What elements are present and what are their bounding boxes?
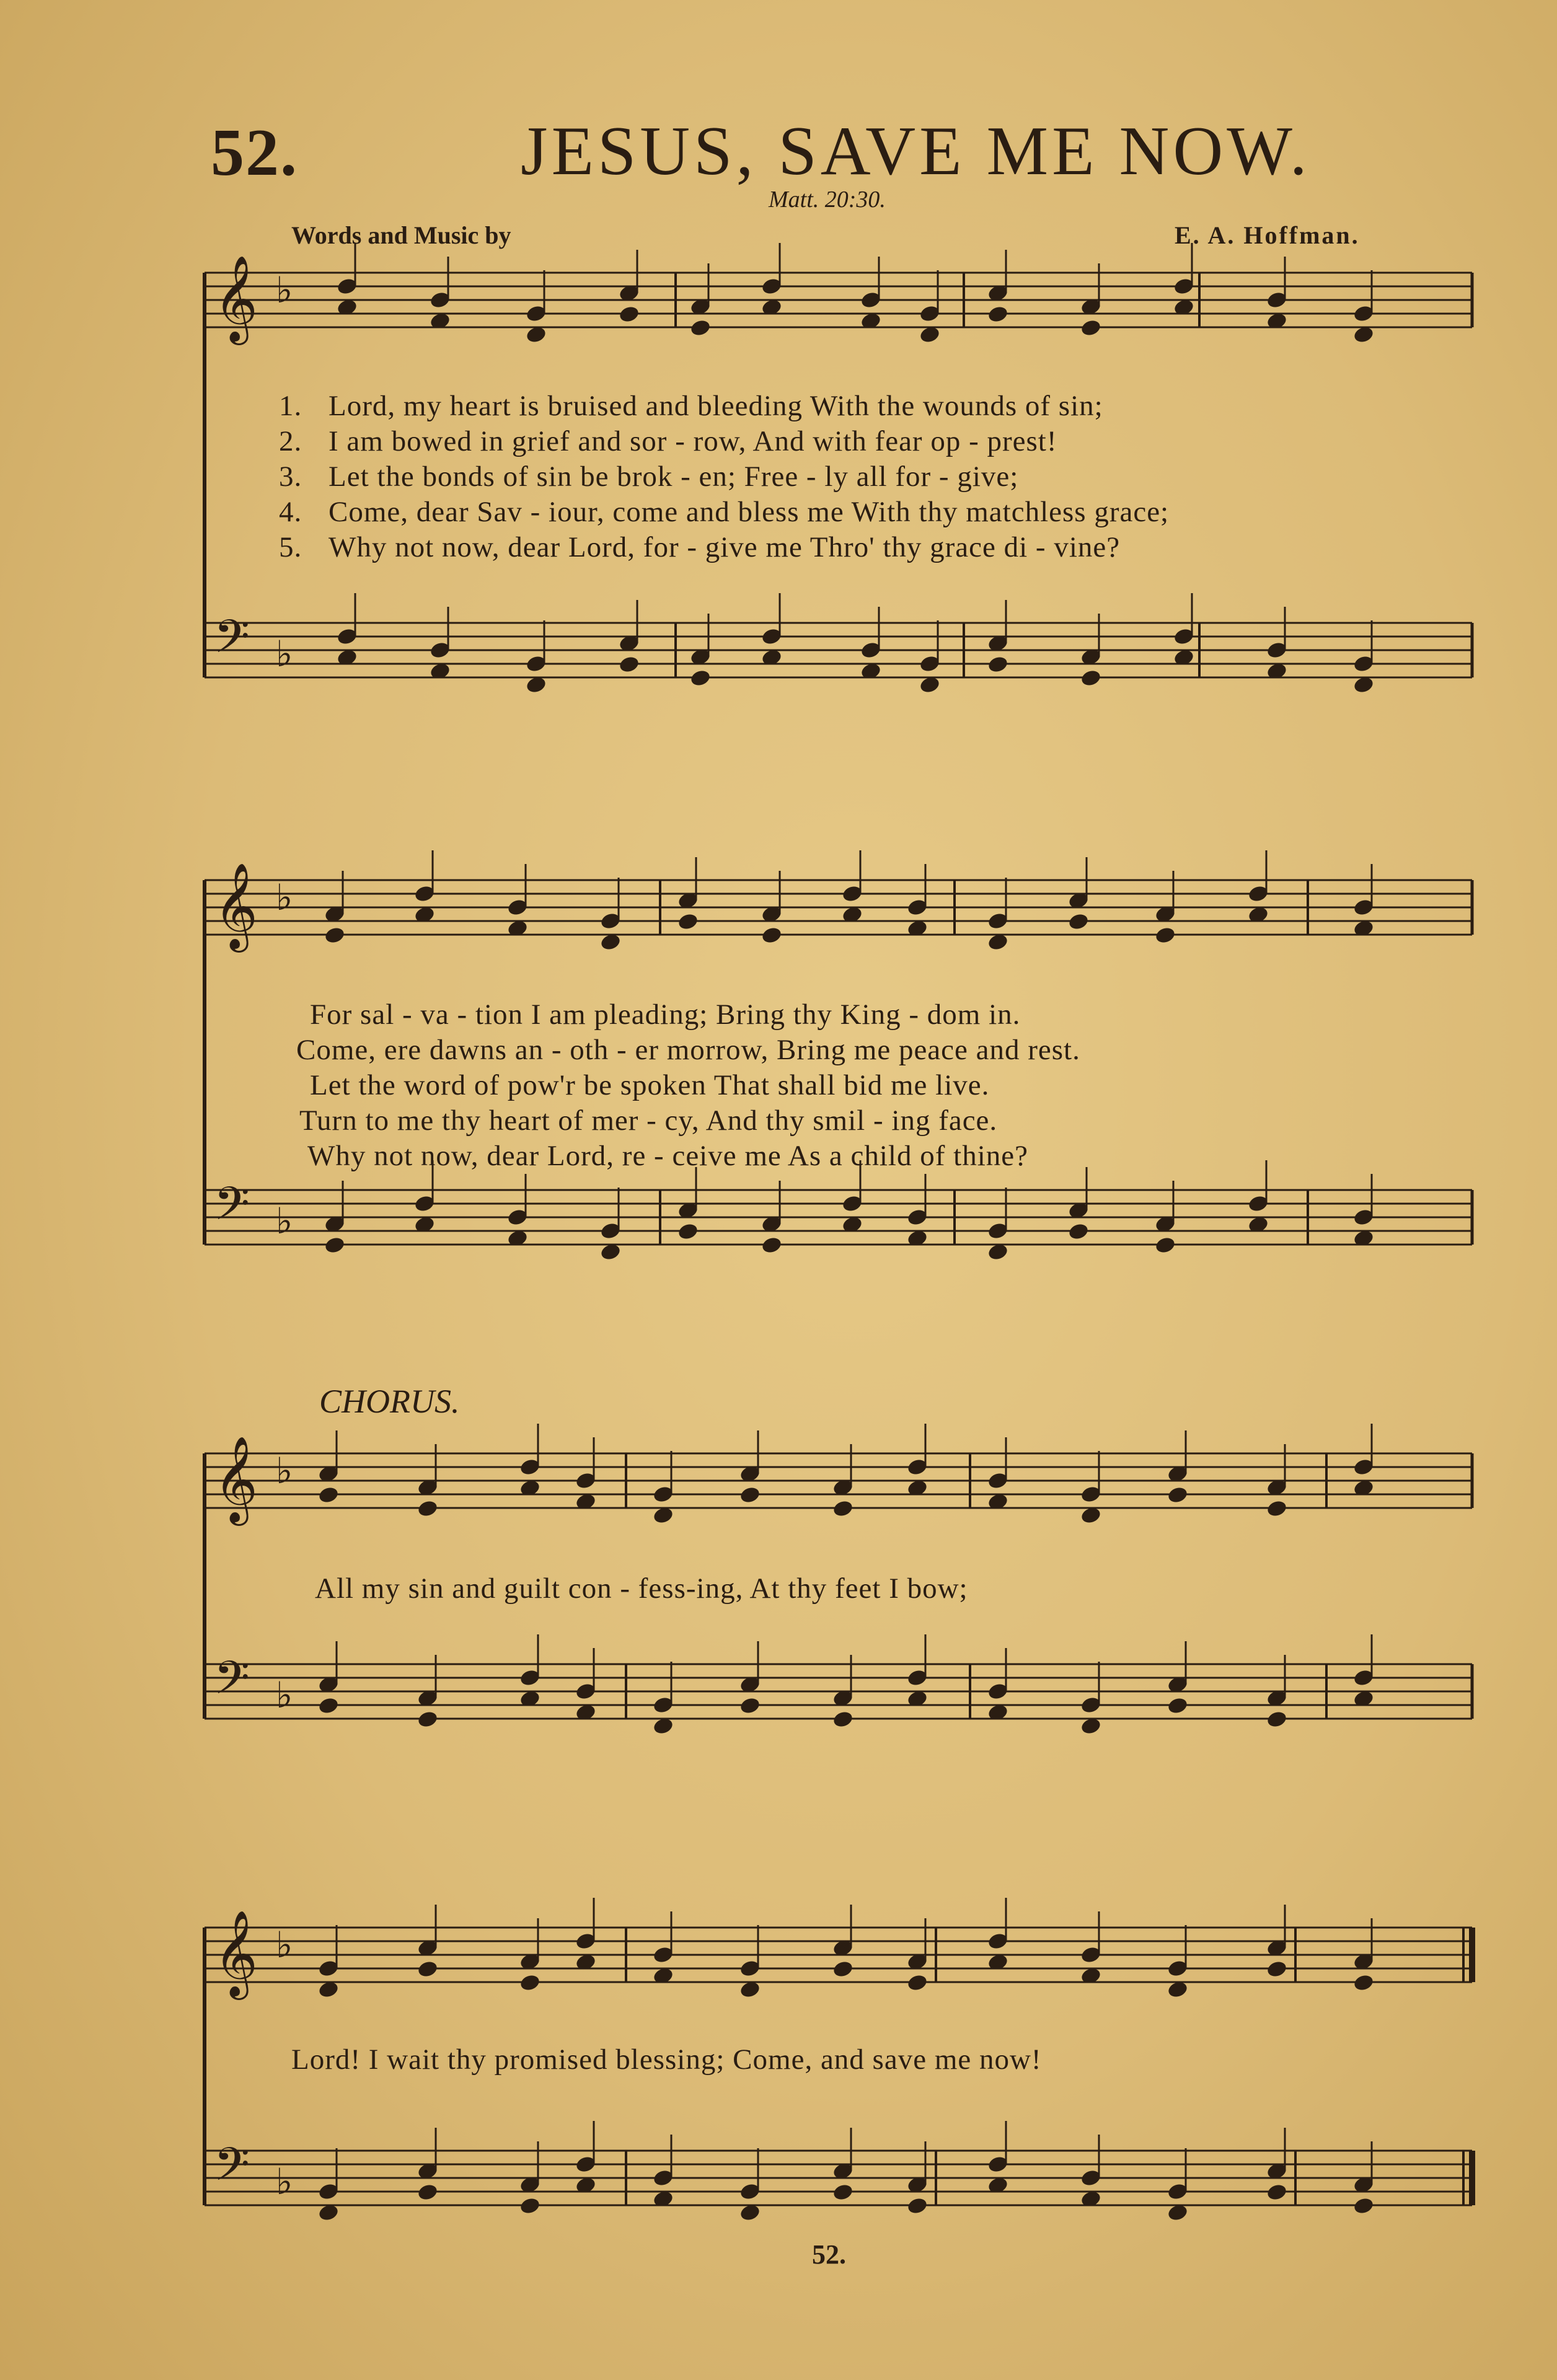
treble-clef-icon: 𝄞 — [214, 1910, 258, 1996]
bass-clef-icon: 𝄢 — [214, 2138, 250, 2203]
note-head — [417, 1960, 439, 1979]
note-head — [1080, 319, 1102, 338]
verse-2-line-b: Come, ere dawns an - oth - er morrow, Bring me peace and rest. — [296, 1034, 1080, 1066]
hymn-number: 52. — [211, 116, 298, 190]
note-head — [832, 2183, 854, 2202]
bass-clef-icon: 𝄢 — [214, 1651, 250, 1716]
note-head — [417, 2183, 439, 2202]
note-head — [739, 1486, 761, 1505]
note-head — [417, 1710, 439, 1729]
composer-name: E. A. Hoffman. — [1175, 221, 1360, 249]
note-head — [417, 1499, 439, 1518]
bass-clef-icon: 𝄢 — [214, 1177, 250, 1242]
note-head — [832, 1499, 854, 1518]
verse-4-line-a: 4. Come, dear Sav - iour, come and bless me With thy matchless grace; — [279, 496, 1170, 528]
note-head — [761, 1236, 783, 1255]
note-head — [1266, 2183, 1288, 2202]
flat-icon: ♭ — [276, 1200, 293, 1242]
note-head — [1080, 669, 1102, 688]
note-head — [677, 1222, 699, 1241]
note-head — [1154, 926, 1176, 945]
chorus-line-2: Lord! I wait thy promised blessing; Come, and save me now! — [291, 2043, 1042, 2076]
note-head — [519, 1973, 541, 1993]
verse-5-line-b: Why not now, dear Lord, re - ceive me As a child of thine? — [307, 1140, 1028, 1172]
note-head — [1167, 1486, 1189, 1505]
note-head — [1067, 1222, 1090, 1241]
scripture-reference: Matt. 20:30. — [769, 187, 886, 213]
verse-4-line-b: Turn to me thy heart of mer - cy, And thy smil - ing face. — [299, 1104, 998, 1137]
page-number: 52. — [812, 2239, 846, 2270]
verse-2-line-a: 2. I am bowed in grief and sor - row, And with fear op - prest! — [279, 425, 1057, 457]
note-head — [618, 655, 640, 674]
note-head — [906, 2197, 928, 2216]
note-head — [987, 655, 1009, 674]
treble-clef-icon: 𝄞 — [214, 1436, 258, 1522]
verse-1-line-b: For sal - va - tion I am pleading; Bring thy King - dom in. — [310, 998, 1021, 1031]
note-head — [832, 1960, 854, 1979]
note-head — [1154, 1236, 1176, 1255]
note-head — [761, 926, 783, 945]
treble-clef-icon: 𝄞 — [214, 255, 258, 342]
bass-clef-icon: 𝄢 — [214, 610, 250, 675]
verse-5-line-a: 5. Why not now, dear Lord, for - give me Thro' thy grace di - vine? — [279, 531, 1121, 563]
note-head — [1167, 1696, 1189, 1716]
credit-label: Words and Music by — [291, 221, 511, 249]
flat-icon: ♭ — [276, 2161, 293, 2203]
note-head — [1266, 1710, 1288, 1729]
treble-clef-icon: 𝄞 — [214, 863, 258, 949]
note-head — [324, 926, 346, 945]
note-head — [1067, 912, 1090, 932]
flat-icon: ♭ — [276, 1924, 293, 1966]
note-head — [519, 2197, 541, 2216]
note-head — [317, 1696, 340, 1716]
flat-icon: ♭ — [276, 1450, 293, 1492]
note-head — [1352, 1973, 1375, 1993]
note-head — [739, 1696, 761, 1716]
flat-icon: ♭ — [276, 1674, 293, 1716]
flat-icon: ♭ — [276, 633, 293, 675]
flat-icon: ♭ — [276, 876, 293, 919]
flat-icon: ♭ — [276, 269, 293, 311]
verse-3-line-a: 3. Let the bonds of sin be brok - en; Free - ly all for - give; — [279, 461, 1019, 493]
note-head — [689, 669, 712, 688]
chorus-line-1: All my sin and guilt con - fess-ing, At thy feet I bow; — [315, 1572, 968, 1605]
note-head — [677, 912, 699, 932]
verse-3-line-b: Let the word of pow'r be spoken That shall bid me live. — [310, 1069, 990, 1101]
note-head — [689, 319, 712, 338]
note-head — [1266, 1499, 1288, 1518]
note-head — [324, 1236, 346, 1255]
note-head — [1352, 2197, 1375, 2216]
hymn-title: JESUS, SAVE ME NOW. — [521, 113, 1311, 190]
note-head — [987, 305, 1009, 324]
note-head — [618, 305, 640, 324]
note-head — [317, 1486, 340, 1505]
chorus-label: CHORUS. — [319, 1383, 460, 1420]
note-head — [1266, 1960, 1288, 1979]
note-head — [906, 1973, 928, 1993]
note-head — [832, 1710, 854, 1729]
verse-1-line-a: 1. Lord, my heart is bruised and bleeding With the wounds of sin; — [279, 390, 1103, 422]
